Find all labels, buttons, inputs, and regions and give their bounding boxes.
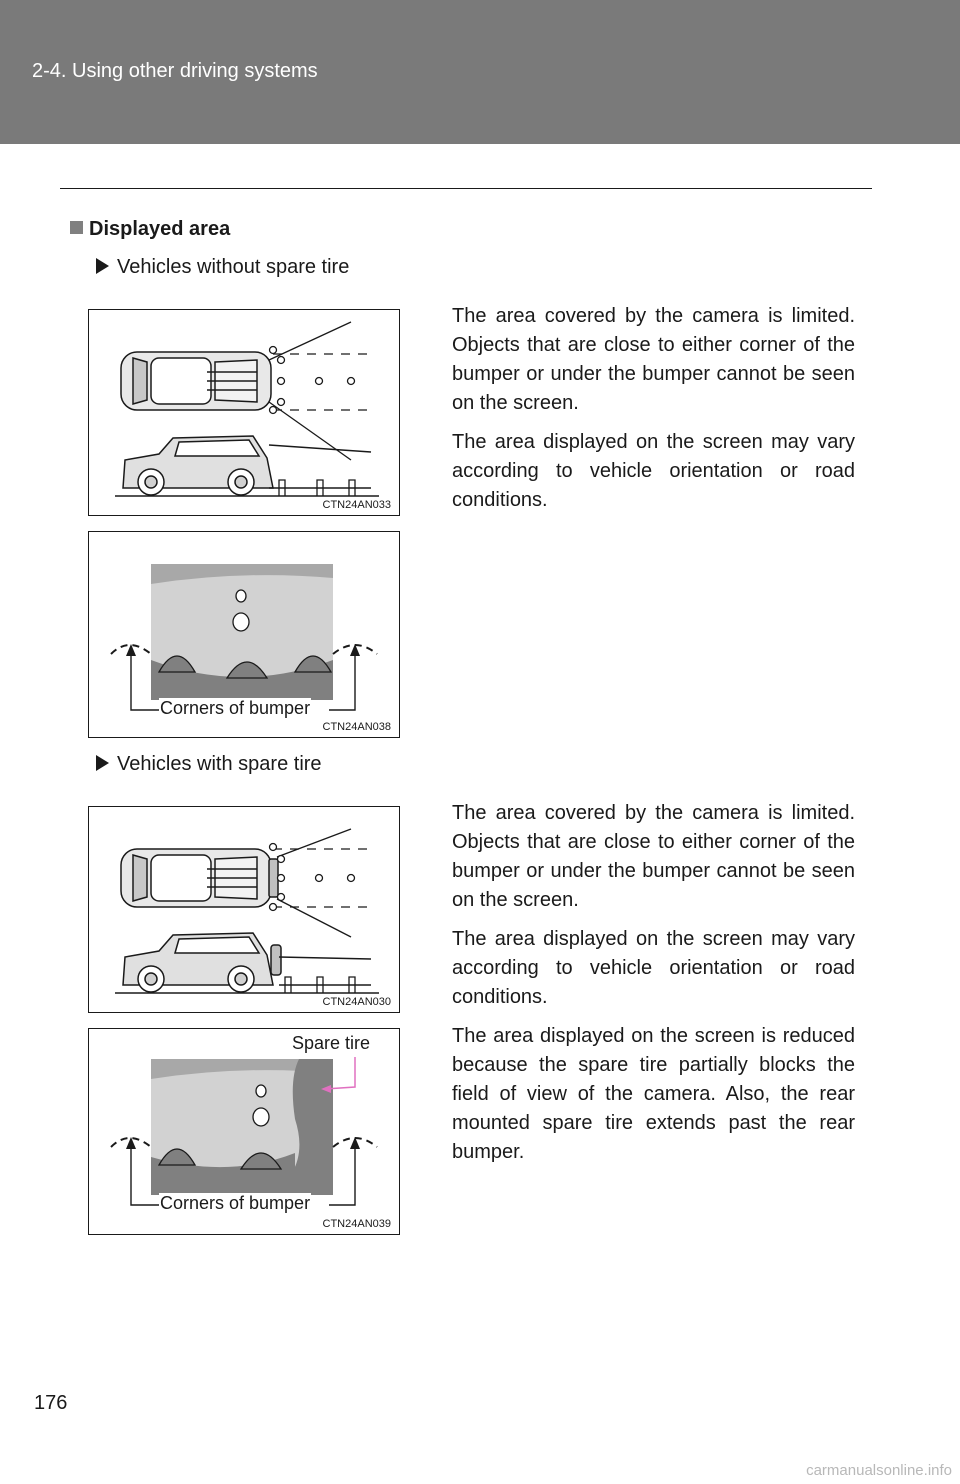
coverage-lines <box>269 322 371 460</box>
car-top-view <box>121 849 278 907</box>
figure-screen-spare <box>88 1028 400 1235</box>
vehicle-diagram-spare <box>89 807 399 1012</box>
car-side-view <box>115 436 379 496</box>
subsection-heading-spare <box>96 753 322 776</box>
figure-code: CTN24AN030 <box>322 996 391 1008</box>
paragraph-variation: The area displayed on the screen may vary according to vehicle orientation or road conditions. <box>452 431 855 511</box>
corners-of-bumper-label: Corners of bumper <box>160 1193 311 1213</box>
subsection-heading-text: Vehicles with spare tire <box>117 753 322 775</box>
section-heading-text: Displayed area <box>89 218 231 240</box>
figure-code: CTN24AN038 <box>322 721 391 733</box>
paragraph-coverage-spare: The area covered by the camera is limited. Objects that are close to either corner of the bumper or under the bumper cannot be seen on the screen. <box>452 802 855 911</box>
spare-tire-label: Spare tire <box>292 1033 371 1053</box>
running-header: 2-4. Using other driving systems <box>32 60 318 82</box>
triangle-bullet-icon <box>96 258 109 274</box>
watermark: carmanualsonline.info <box>806 1462 952 1479</box>
marker-circles <box>270 347 355 414</box>
triangle-bullet-icon <box>96 755 109 771</box>
marker-circles <box>270 844 355 911</box>
spare-tire-top <box>269 859 278 897</box>
paragraph-variation-spare: The area displayed on the screen may vary according to vehicle orientation or road conditions. <box>452 928 855 1008</box>
coverage-lines <box>273 829 371 937</box>
subsection-heading-text: Vehicles without spare tire <box>117 256 350 278</box>
paragraph-coverage: The area covered by the camera is limited. Objects that are close to either corner of the bumper or under the bumper cannot be seen on the screen. <box>452 305 855 414</box>
square-bullet-icon <box>70 221 83 234</box>
figure-code: CTN24AN033 <box>322 499 391 511</box>
paragraph-spare-tire: The area displayed on the screen is reduced because the spare tire partially blocks the field of view of the camera. Also, the rear mounted spare tire extends past the rear bumper. <box>452 1025 855 1163</box>
subsection-heading-no-spare <box>96 256 349 279</box>
figure-screen-no-spare <box>88 531 400 738</box>
figure-vehicle-views-spare <box>88 806 400 1013</box>
vehicle-diagram-no-spare <box>89 310 399 515</box>
spare-tire-side <box>271 945 281 975</box>
page-number: 176 <box>34 1392 68 1414</box>
figure-vehicle-views-no-spare <box>88 309 400 516</box>
section-heading <box>70 218 230 241</box>
figure-code: CTN24AN039 <box>322 1218 391 1230</box>
corners-of-bumper-label: Corners of bumper <box>160 698 311 718</box>
header-rule <box>60 188 872 189</box>
car-top-view <box>121 352 271 410</box>
car-side-view <box>115 933 379 993</box>
